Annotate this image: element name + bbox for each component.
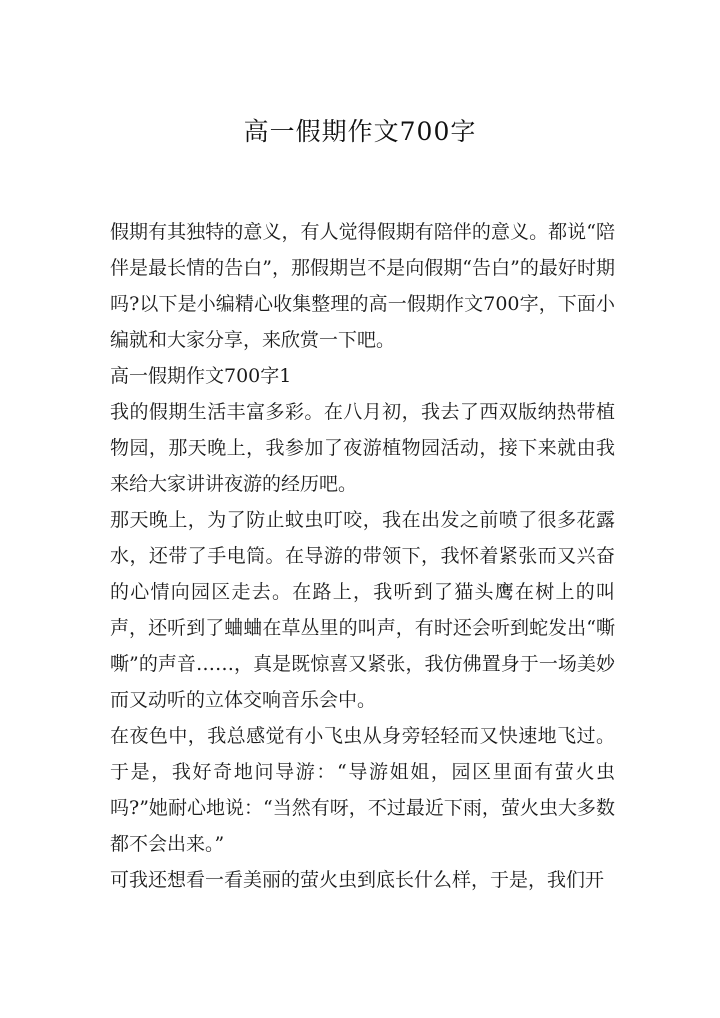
body-paragraph: 可我还想看一看美丽的萤火虫到底长什么样，于是，我们开 — [110, 869, 605, 891]
document-title: 高一假期作文700字 — [243, 117, 477, 146]
section-heading: 高一假期作文700字1 — [110, 365, 292, 387]
document-body — [110, 214, 615, 898]
intro-paragraph: 假期有其独特的意义，有人觉得假期有陪伴的意义。都说“陪伴是最长情的告白”，那假期岂不是向假期“告白”的最好时期吗?以下是小编精心收集整理的高一假期作文700字，下面小编就和大家分享，来欣赏一下吧。 — [110, 221, 615, 351]
body-paragraph: 在夜色中，我总感觉有小飞虫从身旁轻轻而又快速地飞过。于是，我好奇地问导游：“导游姐姐，园区里面有萤火虫吗?”她耐心地说：“当然有呀，不过最近下雨，萤火虫大多数都不会出来。” — [110, 725, 615, 855]
body-paragraph: 我的假期生活丰富多彩。在八月初，我去了西双版纳热带植物园，那天晚上，我参加了夜游植物园活动，接下来就由我来给大家讲讲夜游的经历吧。 — [110, 401, 615, 495]
body-paragraph: 那天晚上，为了防止蚊虫叮咬，我在出发之前喷了很多花露水，还带了手电筒。在导游的带领下，我怀着紧张而又兴奋的心情向园区走去。在路上，我听到了猫头鹰在树上的叫声，还听到了蛐蛐在草丛里的叫声，有时还会听到蛇发出“嘶嘶”的声音……，真是既惊喜又紧张，我仿佛置身于一场美妙而又动听的立体交响音乐会中。 — [110, 509, 615, 711]
